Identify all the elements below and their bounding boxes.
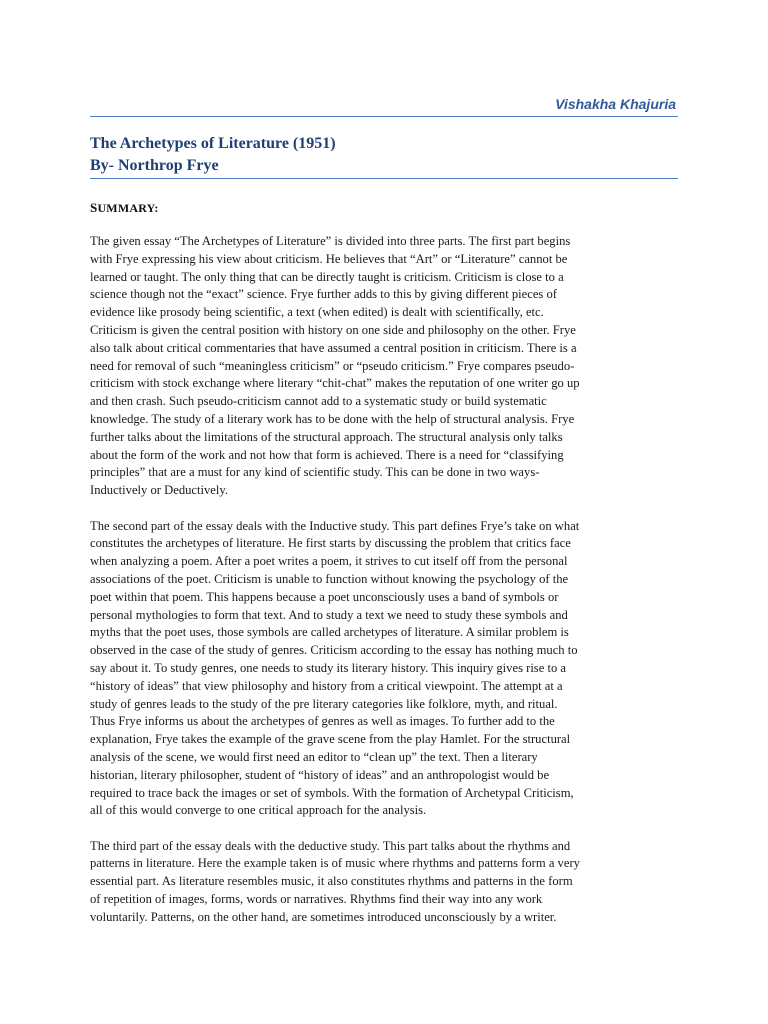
paragraph-line: constitutes the archetypes of literature. He first starts by discussing the problem that critics face	[90, 536, 571, 551]
paragraph-line: Inductively or Deductively.	[90, 483, 229, 498]
paragraph-line: observed in the case of the study of genres. Criticism according to the essay has nothing much to	[90, 643, 578, 658]
paragraph-line: science though not the “exact” science. Frye further adds to this by giving different pieces of	[90, 287, 557, 302]
paragraph-line: analysis of the scene, we would first need an editor to “clean up” the text. Then a literary	[90, 749, 538, 764]
paragraph-line: The third part of the essay deals with the deductive study. This part talks about the rhythms and	[90, 838, 571, 853]
body-paragraph	[90, 518, 678, 821]
paragraph-line: essential part. As literature resembles music, it also constitutes rhythms and patterns in the form	[90, 874, 573, 889]
paragraph-line: study of genres leads to the study of the pre literary categories like folklore, myth, and ritual.	[90, 696, 558, 711]
paragraph-line: knowledge. The study of a literary work has to be done with the help of structural analysis. Frye	[90, 411, 575, 426]
paragraph-line: The second part of the essay deals with the Inductive study. This part defines Frye’s take on what	[90, 518, 580, 533]
document-body	[90, 233, 678, 944]
paragraph-line: The given essay “The Archetypes of Literature” is divided into three parts. The first part begins	[90, 234, 571, 248]
paragraph-line: Thus Frye informs us about the archetypes of genres as well as images. To further add to the	[90, 714, 555, 729]
body-paragraph	[90, 838, 678, 927]
paragraph-line: historian, literary philosopher, student of “history of ideas” and an anthropologist would be	[90, 767, 550, 782]
paragraph-line: with Frye expressing his view about criticism. He believes that “Art” or “Literature” cannot be	[90, 251, 568, 266]
summary-heading-rest: UMMARY:	[97, 201, 159, 215]
paragraph-line: evidence like prosody being scientific, a text (when edited) is dealt with scientifically, etc.	[90, 305, 544, 320]
paragraph-line: poet within that poem. This happens because a poet unconsciously uses a band of symbols or	[90, 589, 559, 604]
paragraph-line: need for removal of such “meaningless criticism” or “pseudo criticism.” Frye compares pseudo-	[90, 358, 575, 373]
paragraph-line: of repetition of images, forms, words or narratives. Rhythms find their way into any work	[90, 892, 543, 907]
paragraph-line: and then crash. Such pseudo-criticism cannot add to a systematic study or build systematic	[90, 394, 547, 409]
paragraph-line: when analyzing a poem. After a poet writes a poem, it strives to cut itself off from the personal	[90, 554, 568, 569]
document-title: The Archetypes of Literature (1951)	[90, 135, 336, 152]
summary-heading	[90, 200, 159, 216]
paragraph-line: principles” that are a must for any kind of scientific study. This can be done in two ways-	[90, 465, 540, 480]
title-block	[90, 133, 678, 177]
paragraph-line: “history of ideas” that view philosophy and history from a critical viewpoint. The attempt at a	[90, 678, 563, 693]
paragraph-line: criticism with stock exchange where literary “chit-chat” makes the reputation of one writer go up	[90, 376, 580, 391]
paragraph-line: explanation, Frye takes the example of the grave scene from the play Hamlet. For the structural	[90, 732, 571, 747]
paragraph-line: required to trace back the images or set of symbols. With the formation of Archetypal Criticism,	[90, 785, 574, 800]
paragraph-line: myths that the poet uses, those symbols are called archetypes of literature. A similar problem is	[90, 625, 569, 640]
paragraph-line: patterns in literature. Here the example taken is of music where rhythms and patterns form a very	[90, 856, 580, 871]
header-rule-bottom	[90, 178, 678, 179]
paragraph-line: further talks about the limitations of the structural approach. The structural analysis only talks	[90, 429, 563, 444]
paragraph-line: about the form of the work and not how that form is achieved. There is a need for “classifying	[90, 447, 564, 462]
paragraph-line: learned or taught. The only thing that can be directly taught is criticism. Criticism is close to a	[90, 269, 564, 284]
document-byline: By- Northrop Frye	[90, 157, 219, 174]
paragraph-line: also talk about critical commentaries that have assumed a central position in criticism. There is a	[90, 340, 577, 355]
body-paragraph	[90, 233, 678, 500]
paragraph-line: personal mythologies to form that text. And to study a text we need to study these symbols and	[90, 607, 568, 622]
summary-heading-initial: S	[90, 200, 98, 215]
author-name: Vishakha Khajuria	[555, 96, 676, 112]
paragraph-line: associations of the poet. Criticism is unable to function without knowing the psychology of the	[90, 571, 569, 586]
paragraph-line: voluntarily. Patterns, on the other hand, are sometimes introduced unconsciously by a writer.	[90, 909, 557, 924]
header-rule-top	[90, 116, 678, 117]
paragraph-line: all of this would converge to one critical approach for the analysis.	[90, 803, 427, 818]
paragraph-line: say about it. To study genres, one needs to study its literary history. This inquiry gives rise to a	[90, 660, 566, 675]
paragraph-line: Criticism is given the central position with history on one side and philosophy on the other. Frye	[90, 322, 576, 337]
